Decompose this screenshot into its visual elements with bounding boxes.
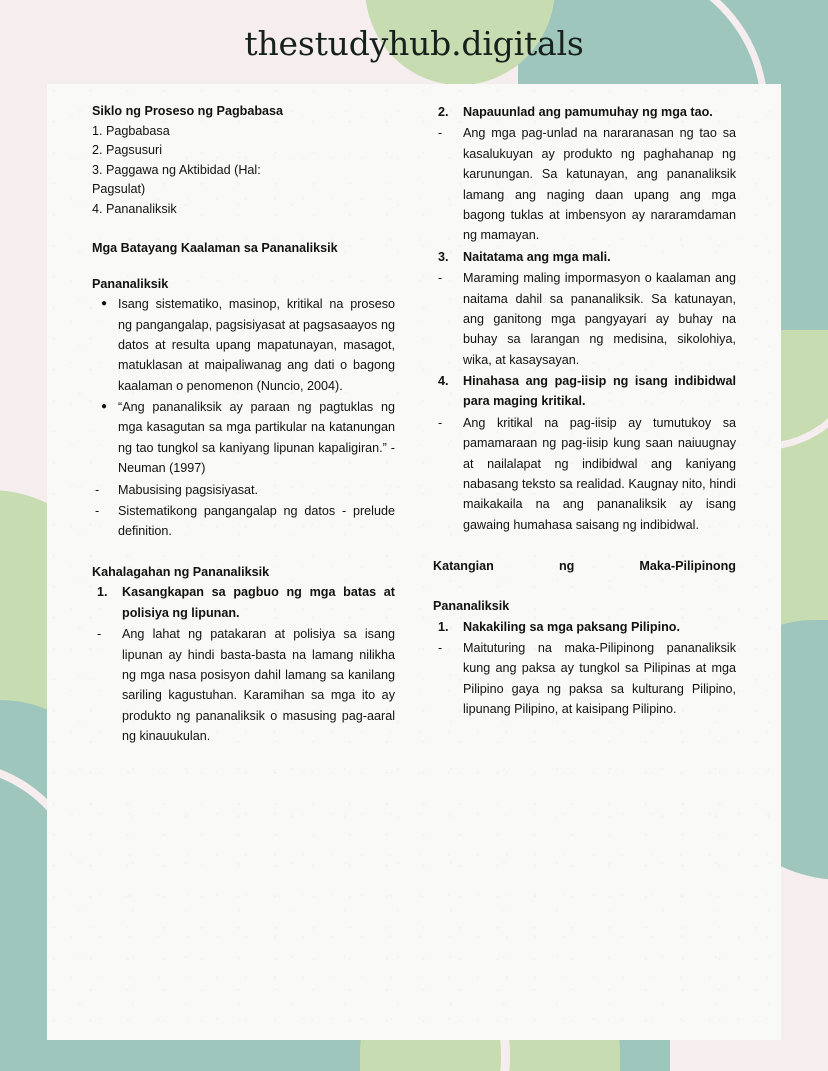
list-number: 2. — [438, 105, 449, 119]
siklo-item-2: 2. Pagsusuri — [92, 143, 163, 158]
numbered-body-kasangkapan: Ang lahat ng patakaran at polisiya sa isang lipunan ay hindi basta-basta na lamang nilikha ng mga nasa posisyon dahil lamang sa kanilang sariling kagustuhan. Karamihan sa mga ito ay produkto ng pananaliksik o masusing pag-aaral ng kinauukulan. — [122, 627, 395, 744]
right-column — [433, 102, 736, 1020]
siklo-item-1: 1. Pagbabasa — [92, 123, 170, 138]
numbered-item — [433, 617, 736, 637]
numbered-body-nakakiling: Maituturing na maka-Pilipinong pananaliksik kung ang paksa ay tungkol sa Pilipinas at mga Pilipino gaya ng paksa sa kulturang Pilipino, lipunang Pilipino, at kaisipang Pilipino. — [463, 640, 736, 717]
dash-icon: - — [95, 504, 100, 519]
spacer — [92, 543, 395, 563]
siklo-item-4: 4. Pananaliksik — [92, 201, 177, 216]
numbered-title-nakakiling: Nakakiling sa mga paksang Pilipino. — [463, 619, 680, 634]
document-page — [47, 84, 781, 1040]
bullet-icon: ● — [101, 401, 108, 413]
bullet-item — [92, 397, 395, 479]
numbered-item — [433, 102, 736, 122]
heading-katangian-line2: Pananaliksik — [433, 598, 510, 613]
dash-text-mabusising: Mabusising pagsisiyasat. — [118, 482, 259, 497]
left-column — [92, 102, 395, 1020]
bullet-item — [92, 294, 395, 396]
siklo-item-3-cont: Pagsulat) — [92, 182, 146, 197]
spacer — [433, 536, 736, 556]
numbered-body-naitatama: Maraming maling impormasyon o kaalaman ang naitama dahil sa pananaliksik. Sa katunayan, ang ganitong mga pangyayari ay buhay na buhay sa larangan ng medisina, sikolohiya, wika, at kasaysayan. — [463, 271, 736, 367]
numbered-title-hinahasa: Hinahasa ang pag-iisip ng isang indibidwal para maging kritikal. — [463, 374, 736, 409]
heading-katangian-line1: Katangian ng Maka-Pilipinong — [433, 559, 736, 574]
list-number: 1. — [97, 585, 108, 600]
list-number: 4. — [438, 374, 449, 389]
two-column-layout — [92, 102, 756, 1020]
list-number: 1. — [438, 619, 449, 634]
subheading-pananaliksik: Pananaliksik — [92, 276, 169, 291]
numbered-title-kasangkapan: Kasangkapan sa pagbuo ng mga batas at polisiya ng lipunan. — [122, 585, 395, 620]
dash-icon: - — [95, 482, 100, 497]
bullet-text-nuncio: Isang sistematiko, masinop, kritikal na proseso ng pangangalap, pagsisiyasat at pagsasaayos ng datos at resulta upang mapatunayan, masagot, matuklasan at maipaliwanag ang dati o bagong kaalaman o penomenon (Nuncio, 2004). — [118, 297, 395, 393]
numbered-item — [433, 371, 736, 412]
dash-icon: - — [438, 640, 443, 655]
heading-mga-batayang-kaalaman: Mga Batayang Kaalaman sa Pananaliksik — [92, 241, 338, 256]
bullet-text-neuman: “Ang pananaliksik ay paraan ng pagtuklas ng mga kasagutan sa mga partikular na katanungan ng tao tungkol sa kaniyang lipunan kapaligiran.” - Neuman (1997) — [118, 400, 395, 476]
spacer — [92, 259, 395, 275]
list-number: 3. — [438, 249, 449, 264]
dash-item — [433, 123, 736, 245]
numbered-body-hinahasa: Ang kritikal na pag-iisip ay tumutukoy sa pamamaraan ng pag-iisip kung saan naiuugnay at nailalapat ng indibidwal ang kaniyang nabasang teksto sa realidad. Kaugnay nito, hindi maikakaila na ang pananaliksik ay isang gawaing humahasa saisang ng indibidwal. — [463, 415, 736, 532]
dash-item — [433, 268, 736, 370]
dash-item — [433, 638, 736, 720]
numbered-item — [433, 247, 736, 267]
bullet-icon: ● — [101, 298, 108, 310]
dash-item — [92, 624, 395, 746]
dash-item — [92, 501, 395, 542]
siklo-item-3: 3. Paggawa ng Aktibidad (Hal: — [92, 162, 261, 177]
spacer — [92, 219, 395, 239]
numbered-title-napauunlad: Napauunlad ang pamumuhay ng mga tao. — [463, 105, 713, 119]
numbered-title-naitatama: Naitatama ang mga mali. — [463, 249, 611, 264]
dash-icon: - — [97, 627, 102, 642]
dash-icon: - — [438, 126, 443, 141]
site-title: thestudyhub.digitals — [244, 24, 584, 63]
numbered-item — [92, 582, 395, 623]
numbered-body-napauunlad: Ang mga pag-unlad na nararanasan ng tao sa kasalukuyan ay produkto ng paghahanap ng karunungan. Sa katunayan, ang pananaliksik lamang ang naging daan upang ang mga bagong tuklas at imbensyon ay nararamdaman ng mamayan. — [463, 126, 736, 243]
dash-item — [92, 480, 395, 500]
dash-icon: - — [438, 271, 443, 286]
heading-siklo: Siklo ng Proseso ng Pagbabasa — [92, 104, 284, 118]
heading-kahalagahan: Kahalagahan ng Pananaliksik — [92, 564, 270, 579]
dash-icon: - — [438, 415, 443, 430]
dash-text-sistematikong: Sistematikong pangangalap ng datos - prelude definition. — [118, 504, 395, 539]
dash-item — [433, 413, 736, 535]
